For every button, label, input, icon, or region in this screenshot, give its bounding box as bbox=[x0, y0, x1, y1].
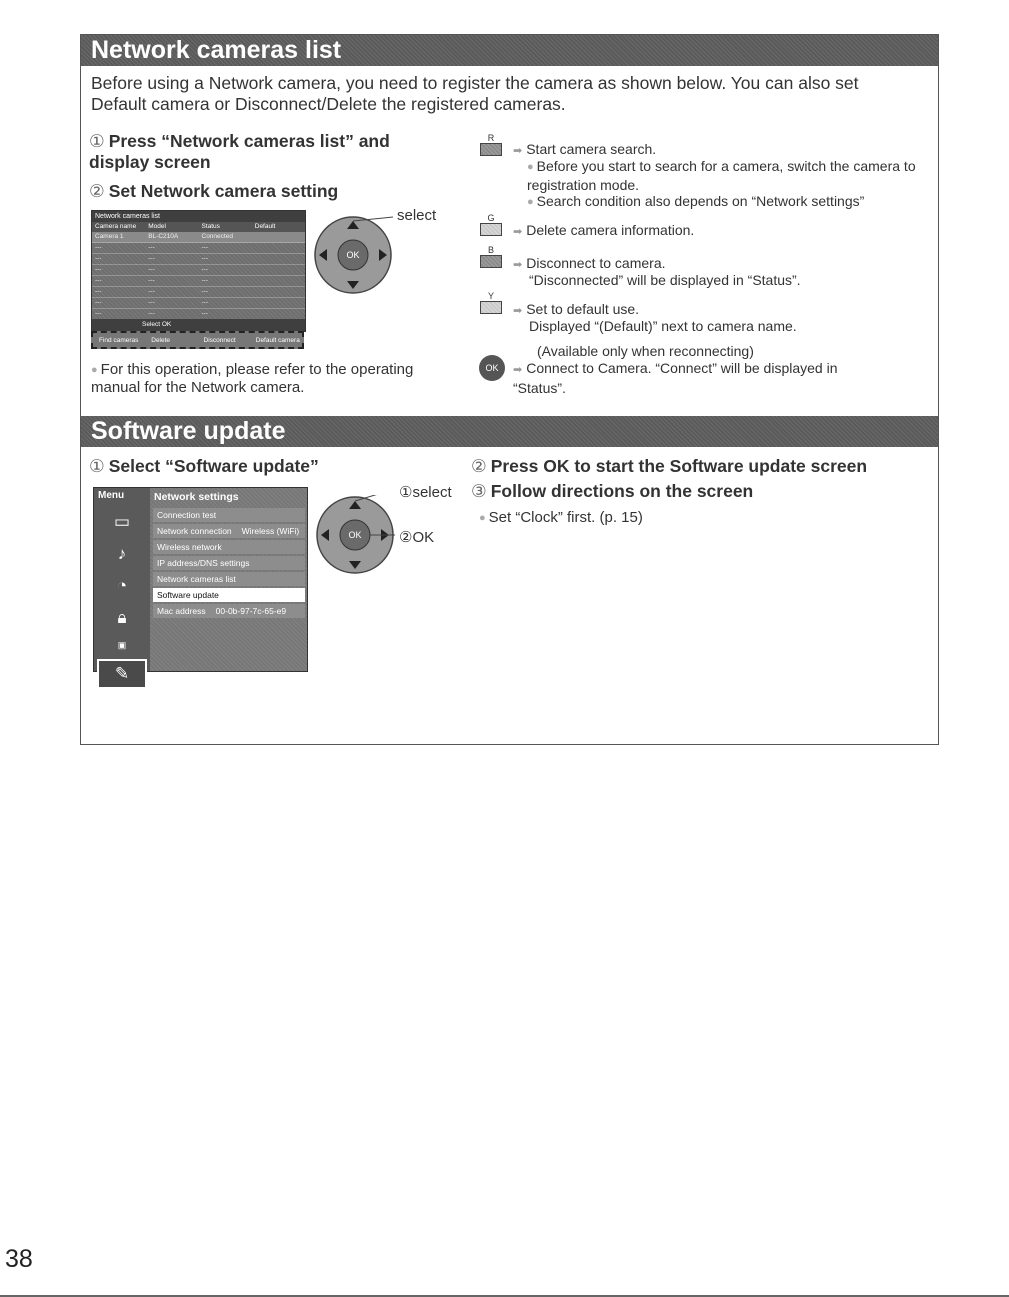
cell-empty: --- bbox=[95, 255, 102, 262]
menu-section-title: Network settings bbox=[154, 491, 239, 503]
operation-note bbox=[91, 361, 451, 397]
step1-number: ① bbox=[89, 131, 105, 151]
cell-empty bbox=[252, 276, 305, 286]
select-callout: select bbox=[397, 207, 437, 224]
menu-sidebar bbox=[94, 488, 150, 683]
step2-text: Set Network camera setting bbox=[108, 181, 339, 201]
green-key-desc bbox=[513, 222, 913, 242]
remote-dpad-select bbox=[313, 215, 393, 295]
cell-default bbox=[252, 232, 305, 242]
cell-empty: --- bbox=[148, 277, 155, 284]
network-cameras-list-screen bbox=[91, 210, 306, 332]
cell-empty: --- bbox=[148, 310, 155, 317]
svg-text:OK: OK bbox=[348, 530, 362, 540]
cell-empty: --- bbox=[95, 277, 102, 284]
menu-item-network-connection-label: Network connection bbox=[157, 526, 232, 536]
cell-model: BL-C210A bbox=[148, 233, 179, 240]
menu-main bbox=[151, 488, 307, 620]
find-cameras-hint: Find cameras bbox=[99, 336, 139, 344]
red-key-bullet1 bbox=[527, 158, 917, 194]
arrow-icon: ➡ bbox=[513, 226, 523, 238]
cell-empty bbox=[252, 243, 305, 253]
ok-key-desc bbox=[513, 360, 893, 397]
default-camera-hint: Default camera bbox=[255, 336, 300, 344]
cell-status: Connected bbox=[201, 233, 233, 240]
sw-step3-text: Follow directions on the screen bbox=[490, 481, 754, 501]
red-key-bullet1-text: Before you start to search for a camera, switch the camera to registration mode. bbox=[527, 158, 916, 193]
yellow-key-label: Y bbox=[487, 291, 494, 301]
cell-empty bbox=[252, 254, 305, 264]
delete-hint: Delete bbox=[151, 336, 171, 344]
red-key-bullet2 bbox=[527, 193, 917, 212]
col-status: Status bbox=[201, 223, 220, 230]
ok-key-text: Connect to Camera. “Connect” will be displayed in “Status”. bbox=[513, 360, 838, 396]
cell-empty: --- bbox=[201, 244, 208, 251]
step2-heading bbox=[89, 181, 429, 202]
menu-item-mac-address-value: 00-0b-97-7c-65-e9 bbox=[215, 606, 287, 616]
cell-empty bbox=[252, 265, 305, 275]
menu-title: Menu bbox=[98, 490, 125, 501]
blue-key-sub: “Disconnected” will be displayed in “Status”. bbox=[529, 272, 801, 288]
screen-footer: Select OK bbox=[92, 319, 305, 331]
green-key-text: Delete camera information. bbox=[526, 222, 695, 238]
setup-wrench-icon: ✎ bbox=[97, 659, 147, 689]
page-number: 38 bbox=[5, 1245, 33, 1273]
arrow-icon: ➡ bbox=[513, 305, 523, 317]
yellow-key-text: Set to default use. bbox=[526, 301, 640, 317]
sw-step2-text: Press OK to start the Software update screen bbox=[490, 456, 868, 476]
table-row bbox=[92, 232, 305, 243]
sw-step3-heading bbox=[471, 481, 931, 502]
select-callout: ①select bbox=[399, 484, 452, 501]
yellow-key-sub: Displayed “(Default)” next to camera name. bbox=[529, 318, 797, 334]
menu-item-ip-address: IP address/DNS settings bbox=[153, 556, 305, 570]
cell-empty: --- bbox=[95, 299, 102, 306]
table-row bbox=[92, 243, 305, 254]
cell-empty bbox=[252, 309, 305, 319]
table-row bbox=[92, 254, 305, 265]
sw-step1-heading bbox=[89, 456, 409, 477]
menu-item-connection-test: Connection test bbox=[153, 508, 305, 522]
ok-key-precondition: (Available only when reconnecting) bbox=[537, 343, 754, 359]
arrow-icon: ➡ bbox=[513, 145, 523, 157]
bullet-icon: ● bbox=[91, 364, 98, 376]
menu-item-network-cameras-list: Network cameras list bbox=[153, 572, 305, 586]
cell-empty: --- bbox=[201, 277, 208, 284]
arrow-icon: ➡ bbox=[513, 259, 523, 271]
cell-empty bbox=[252, 298, 305, 308]
menu-item-mac-address bbox=[153, 604, 305, 618]
red-key-label: R bbox=[487, 133, 495, 143]
cell-empty: --- bbox=[95, 288, 102, 295]
col-camera-name: Camera name bbox=[95, 223, 137, 230]
clock-note-text: Set “Clock” first. (p. 15) bbox=[488, 509, 643, 526]
menu-item-software-update: Software update bbox=[153, 588, 305, 602]
sw-step3-number: ③ bbox=[471, 481, 487, 501]
clock-note bbox=[479, 509, 879, 528]
screen-title: Network cameras list bbox=[92, 211, 305, 222]
remote-dpad-select-ok bbox=[315, 495, 395, 575]
cell-camera-name: Camera 1 bbox=[95, 233, 124, 240]
color-key-bar bbox=[91, 331, 304, 349]
menu-item-mac-address-label: Mac address bbox=[157, 606, 206, 616]
ok-button-icon: OK bbox=[479, 355, 505, 381]
intro-text: Before using a Network camera, you need to register the camera as shown below. You can also set Default camera or Disconnect/Delete the registered cameras. bbox=[91, 73, 859, 114]
section-title-software-update: Software update bbox=[81, 416, 938, 447]
cell-empty: --- bbox=[95, 244, 102, 251]
menu-item-network-connection bbox=[153, 524, 305, 538]
timer-icon: ◔ bbox=[116, 576, 128, 595]
col-default: Default bbox=[254, 223, 276, 230]
table-row bbox=[92, 287, 305, 298]
bullet-icon: ● bbox=[527, 196, 534, 208]
content-frame bbox=[80, 34, 939, 745]
music-note-icon: ♪ bbox=[117, 544, 127, 563]
menu-screen bbox=[93, 487, 308, 683]
page-bottom-rule bbox=[0, 1295, 1009, 1297]
table-row bbox=[92, 265, 305, 276]
cell-empty: --- bbox=[148, 288, 155, 295]
cell-empty: --- bbox=[148, 299, 155, 306]
table-row bbox=[92, 298, 305, 309]
cc-icon: ▣ bbox=[117, 640, 127, 650]
operation-note-text: For this operation, please refer to the operating manual for the Network camera. bbox=[91, 361, 414, 396]
blue-key-icon bbox=[480, 255, 502, 268]
step1-heading bbox=[89, 131, 429, 173]
red-key-bullet2-text: Search condition also depends on “Network settings” bbox=[536, 193, 865, 209]
cell-empty: --- bbox=[201, 266, 208, 273]
cell-empty: --- bbox=[148, 266, 155, 273]
menu-item-network-connection-value: Wireless (WiFi) bbox=[241, 526, 300, 536]
blue-key-label: B bbox=[487, 245, 494, 255]
arrow-icon: ➡ bbox=[513, 364, 523, 376]
col-model: Model bbox=[148, 223, 166, 230]
bullet-icon: ● bbox=[479, 512, 486, 524]
cell-empty: --- bbox=[201, 299, 208, 306]
cell-empty: --- bbox=[95, 266, 102, 273]
cell-empty: --- bbox=[201, 288, 208, 295]
red-key-icon bbox=[480, 143, 502, 156]
step1-text: Press “Network cameras list” and display screen bbox=[89, 131, 390, 172]
ok-callout: ②OK bbox=[399, 529, 435, 546]
bullet-icon: ● bbox=[527, 161, 534, 173]
cell-empty: --- bbox=[95, 310, 102, 317]
sw-step1-number: ① bbox=[89, 456, 105, 476]
red-key-text: Start camera search. bbox=[526, 141, 657, 157]
blue-key-text: Disconnect to camera. bbox=[526, 255, 666, 271]
cell-empty: --- bbox=[201, 310, 208, 317]
menu-item-wireless-network: Wireless network bbox=[153, 540, 305, 554]
cell-empty: --- bbox=[148, 255, 155, 262]
screen-columns bbox=[92, 222, 305, 232]
sw-step2-number: ② bbox=[471, 456, 487, 476]
green-key-label: G bbox=[487, 213, 495, 223]
sw-step1-text: Select “Software update” bbox=[108, 456, 319, 476]
step2-number: ② bbox=[89, 181, 105, 201]
yellow-key-icon bbox=[480, 301, 502, 314]
disconnect-hint: Disconnect bbox=[203, 336, 236, 344]
svg-text:OK: OK bbox=[346, 250, 360, 260]
cell-empty: --- bbox=[201, 255, 208, 262]
lock-icon: 🔒︎ bbox=[117, 608, 127, 627]
sw-step2-heading bbox=[471, 456, 931, 477]
cell-empty bbox=[252, 287, 305, 297]
cell-empty: --- bbox=[148, 244, 155, 251]
table-row bbox=[92, 276, 305, 287]
section-title-network-cameras-list: Network cameras list bbox=[81, 35, 938, 66]
picture-icon: ▭ bbox=[113, 512, 131, 531]
green-key-icon bbox=[480, 223, 502, 236]
